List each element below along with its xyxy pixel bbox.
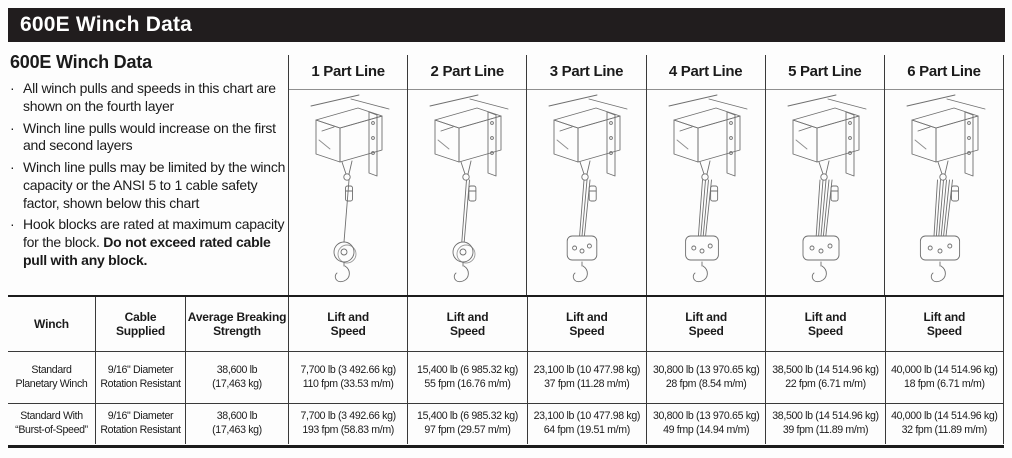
- part-line-header: 2 Part Line: [430, 63, 504, 80]
- winch-illustration-6-part: [885, 89, 1003, 295]
- note-bullet: [10, 120, 286, 156]
- column-1-part-line: [288, 55, 407, 295]
- col-header-winch: Winch: [34, 316, 69, 331]
- cell-lift-speed-6-part: 40,000 lb (14 514.96 kg) 32 fpm (11.89 m/m): [885, 403, 1004, 444]
- note-text: Winch line pulls would increase on the first and second layers: [23, 119, 276, 154]
- cell-cable-supplied: 9/16" Diameter Rotation Resistant: [95, 351, 185, 403]
- note-text: All winch pulls and speeds in this chart are shown on the fourth layer: [23, 80, 276, 114]
- column-3-part-line: [526, 55, 645, 295]
- cell-breaking-strength: 38,600 lb (17,463 kg): [185, 403, 288, 444]
- col-header-lift-and-speed: Lift and Speed: [407, 297, 526, 351]
- col-header-average-breaking-strength: Average Breaking Strength: [185, 297, 288, 351]
- part-line-header: 4 Part Line: [668, 63, 743, 80]
- section-title: 600E Winch Data: [10, 52, 152, 72]
- notes-panel: [10, 52, 286, 274]
- cell-lift-speed-4-part: 30,800 lb (13 970.65 kg) 49 fmp (14.94 m/m): [646, 403, 765, 444]
- winch-illustration-1-part: [289, 89, 407, 295]
- bullet-dot-icon: ·: [10, 80, 15, 96]
- bullet-dot-icon: ·: [10, 216, 15, 233]
- cell-winch-name: Standard With “Burst-of-Speed”: [8, 403, 95, 444]
- bullet-dot-icon: ·: [10, 159, 15, 176]
- col-header-lift-and-speed: Lift and Speed: [765, 297, 884, 351]
- winch-illustration-3-part: [527, 89, 645, 295]
- part-line-columns: [288, 55, 1004, 295]
- column-2-part-line: [407, 55, 526, 295]
- note-bullet: [10, 216, 286, 269]
- cell-lift-speed-2-part: 15,400 lb (6 985.32 kg) 55 fpm (16.76 m/m): [407, 351, 526, 403]
- cell-lift-speed-4-part: 30,800 lb (13 970.65 kg) 28 fpm (8.54 m/m): [646, 351, 765, 403]
- cell-lift-speed-3-part: 23,100 lb (10 477.98 kg) 64 fpm (19.51 m/m): [527, 403, 646, 444]
- cell-lift-speed-2-part: 15,400 lb (6 985.32 kg) 97 fpm (29.57 m/m): [407, 403, 526, 444]
- part-line-header: 6 Part Line: [907, 63, 981, 80]
- note-text: Hook blocks are rated at maximum capacity for the block. Do not exceed rated cable pull with any block.: [23, 216, 285, 268]
- note-bullet: [10, 80, 286, 116]
- winch-data-table: [8, 295, 1004, 448]
- cell-lift-speed-1-part: 7,700 lb (3 492.66 kg) 110 fpm (33.53 m/m): [288, 351, 407, 403]
- col-header-cable-supplied: Cable Supplied: [95, 297, 185, 351]
- part-line-header: 1 Part Line: [311, 63, 385, 80]
- bullet-dot-icon: ·: [10, 119, 15, 136]
- cell-lift-speed-1-part: 7,700 lb (3 492.66 kg) 193 fpm (58.83 m/m): [288, 403, 407, 444]
- winch-illustration-4-part: [647, 89, 765, 295]
- cell-lift-speed-3-part: 23,100 lb (10 477.98 kg) 37 fpm (11.28 m/m): [527, 351, 646, 403]
- part-line-header: 5 Part Line: [788, 63, 862, 80]
- note-bullet: [10, 159, 286, 212]
- page-title: 600E Winch Data: [8, 8, 1005, 42]
- cell-lift-speed-5-part: 38,500 lb (14 514.96 kg) 22 fpm (6.71 m/m): [765, 351, 884, 403]
- col-header-lift-and-speed: Lift and Speed: [527, 297, 646, 351]
- cell-breaking-strength: 38,600 lb (17,463 kg): [185, 351, 288, 403]
- note-text: Winch line pulls may be limited by the winch capacity or the ANSI 5 to 1 cable safety factor, shown below this chart: [23, 159, 286, 211]
- col-header-lift-and-speed: Lift and Speed: [646, 297, 765, 351]
- col-header-lift-and-speed: Lift and Speed: [288, 297, 407, 351]
- cell-winch-name: Standard Planetary Winch: [8, 351, 95, 403]
- cell-lift-speed-6-part: 40,000 lb (14 514.96 kg) 18 fpm (6.71 m/m): [885, 351, 1004, 403]
- column-6-part-line: [884, 55, 1004, 295]
- winch-illustration-2-part: [408, 89, 526, 295]
- winch-illustration-5-part: [766, 89, 884, 295]
- col-header-lift-and-speed: Lift and Speed: [885, 297, 1004, 351]
- part-line-header: 3 Part Line: [549, 63, 624, 80]
- cell-lift-speed-5-part: 38,500 lb (14 514.96 kg) 39 fpm (11.89 m/m): [765, 403, 884, 444]
- column-4-part-line: [646, 55, 765, 295]
- cell-cable-supplied: 9/16" Diameter Rotation Resistant: [95, 403, 185, 444]
- column-5-part-line: [765, 55, 884, 295]
